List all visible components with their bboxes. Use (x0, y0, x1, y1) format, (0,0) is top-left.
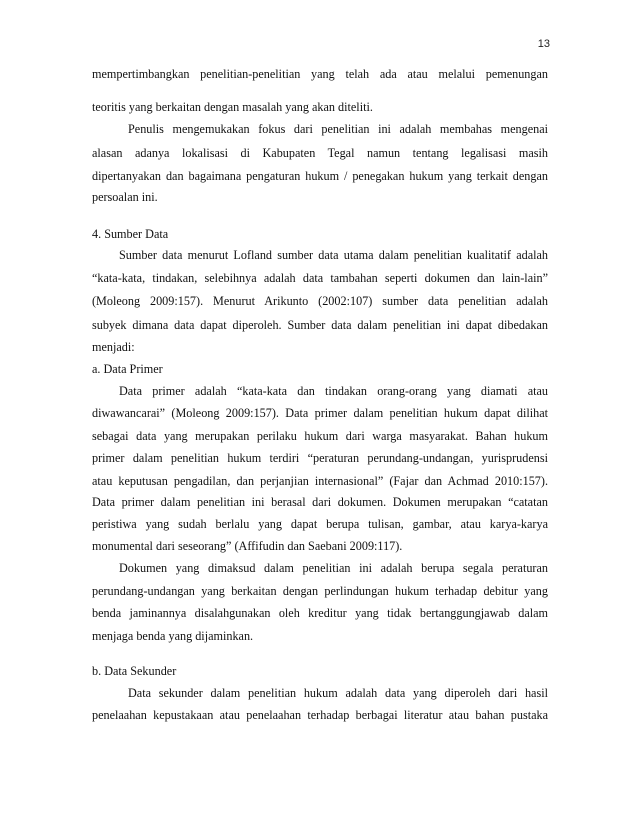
text-line: perundang-undangan yang berkaitan dengan perlindungan hukum terhadap debitur yang (92, 584, 548, 598)
text-line: subyek dimana data dapat diperoleh. Sumber data dalam penelitian ini dapat dibedakan (92, 318, 548, 332)
text-line: (Moleong 2009:157). Menurut Arikunto (2002:107) sumber data penelitian adalah (92, 294, 548, 308)
text-line: monumental dari seseorang” (Affifudin dan Saebani 2009:117). (92, 539, 403, 553)
text-line: teoritis yang berkaitan dengan masalah yang akan diteliti. (92, 100, 373, 114)
text-line: benda jaminannya disalahgunakan oleh kreditur yang tidak bertanggungjawab dalam (92, 606, 548, 620)
text-line: mempertimbangkan penelitian-penelitian yang telah ada atau melalui pemenungan (92, 67, 548, 81)
text-line: sebagai data yang merupakan perilaku hukum dari warga masyarakat. Bahan hukum (92, 429, 548, 443)
text-line: persoalan ini. (92, 190, 158, 204)
text-line: menjadi: (92, 340, 135, 354)
text-line: diwawancarai” (Moleong 2009:157). Data primer dalam penelitian hukum dapat dilihat (92, 406, 548, 420)
text-line: b. Data Sekunder (92, 664, 177, 678)
text-line: 4. Sumber Data (92, 227, 169, 241)
text-line: atau keputusan pengadilan, dan perjanjian internasional” (Fajar dan Achmad 2010:157). (92, 474, 548, 488)
text-line: Sumber data menurut Lofland sumber data utama dalam penelitian kualitatif adalah (119, 248, 548, 262)
text-line: Data primer dalam penelitian ini berasal dari dokumen. Dokumen merupakan “catatan (92, 495, 548, 509)
text-line: Data sekunder dalam penelitian hukum adalah data yang diperoleh dari hasil (128, 686, 548, 700)
text-line: peristiwa yang sudah berlalu yang dapat berupa tulisan, gambar, atau karya-karya (92, 517, 548, 531)
text-line: a. Data Primer (92, 362, 163, 376)
text-line: menjaga benda yang dijaminkan. (92, 629, 254, 643)
page-number: 13 (537, 38, 550, 50)
text-line: Penulis mengemukakan fokus dari penelitian ini adalah membahas mengenai (128, 122, 548, 136)
text-line: dipertanyakan dan bagaimana pengaturan hukum / penegakan hukum yang terkait dengan (92, 169, 548, 183)
text-line: Data primer adalah “kata-kata dan tindakan orang-orang yang diamati atau (119, 384, 548, 398)
text-line: alasan adanya lokalisasi di Kabupaten Tegal namun tentang legalisasi masih (92, 146, 548, 160)
text-line: penelaahan kepustakaan atau penelaahan terhadap berbagai literatur atau bahan pustaka (92, 708, 548, 722)
text-line: “kata-kata, tindakan, selebihnya adalah data tambahan seperti dokumen dan lain-lain” (92, 271, 548, 285)
text-line: Dokumen yang dimaksud dalam penelitian ini adalah berupa segala peraturan (119, 561, 548, 575)
text-line: primer dalam penelitian hukum terdiri “peraturan perundang-undangan, yurisprudensi (92, 451, 548, 465)
